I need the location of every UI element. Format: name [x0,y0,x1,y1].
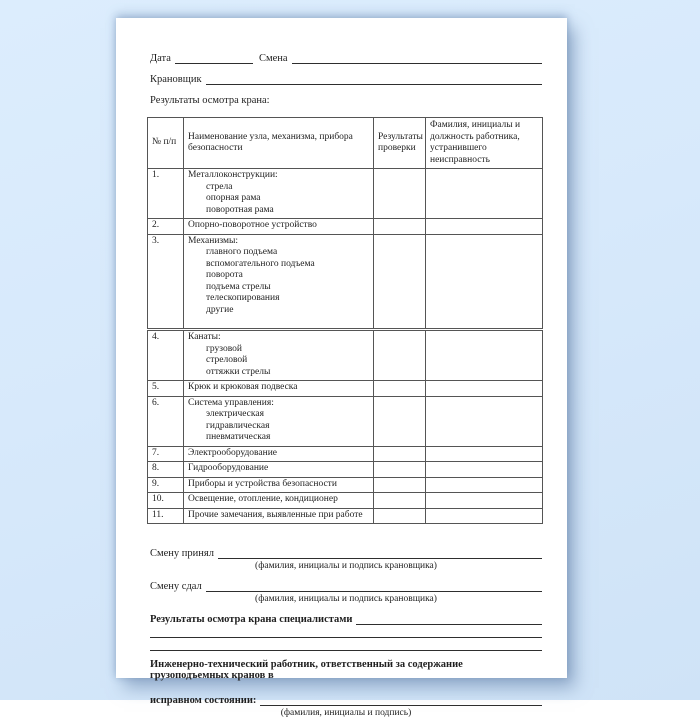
engineer-blank-line [260,695,542,706]
shift-handed-row [150,581,542,592]
row-results-cell [374,169,426,219]
row-results-cell [374,508,426,524]
date-label: Дата [150,53,171,64]
engineer-line1: Инженерно-технический работник, ответственный за содержание грузоподъемных кранов в [150,659,463,681]
row-name-cell [184,219,374,235]
row-number: 7. [148,446,184,462]
row-fixer-cell [426,396,543,446]
row-fixer-cell [426,169,543,219]
table-row [148,477,543,493]
row-fixer-cell [426,508,543,524]
row-name-cell [184,462,374,478]
shift-accepted-row [150,548,542,559]
row-fixer-cell [426,477,543,493]
col-header-name: Наименование узла, механизма, прибора безопасности [184,118,374,169]
row-name-cell [184,446,374,462]
row-name: Освещение, отопление, кондиционер [188,494,338,504]
shift-accepted-blank-line [218,548,542,559]
row-fixer-cell [426,234,543,330]
specialists-label: Результаты осмотра крана специалистами [150,614,353,625]
row-results-cell [374,381,426,397]
row-fixer-cell [426,493,543,509]
row-number: 4. [148,330,184,381]
row-sub-item: поворота [206,270,243,280]
row-fixer-cell [426,446,543,462]
table-row [148,219,543,235]
row-number: 9. [148,477,184,493]
shift-accepted-caption: (фамилия, инициалы и подпись крановщика) [255,561,437,571]
row-sub-item: поворотная рама [206,204,274,215]
row-number: 1. [148,169,184,219]
table-row [148,493,543,509]
row-name-cell [184,381,374,397]
row-name-cell [184,396,374,446]
shift-handed-label: Смену сдал [150,581,202,592]
row-results-cell [374,493,426,509]
row-sub-item: опорная рама [206,193,261,203]
row-results-cell [374,234,426,330]
row-sub-item: другие [206,304,234,315]
specialists-row [150,614,542,625]
col-header-fixer: Фамилия, инициалы и должность работника, устранившего неисправность [426,118,543,169]
row-name-cell [184,234,374,330]
table-row [148,330,543,381]
row-sub-item: пневматическая [206,432,271,442]
row-name: Система управления: [188,397,274,408]
row-name: Механизмы: [188,235,239,246]
row-name-cell [184,508,374,524]
row-results-cell [374,330,426,381]
row-name: Прочие замечания, выявленные при работе [188,509,363,520]
row-name-cell [184,330,374,381]
inspection-results-label: Результаты осмотра крана: [150,95,270,106]
shift-handed-blank-line [206,581,542,592]
date-shift-row [150,53,542,64]
row-results-cell [374,396,426,446]
row-number: 2. [148,219,184,235]
table-row [148,462,543,478]
table-row [148,169,543,219]
row-results-cell [374,462,426,478]
crane-operator-label: Крановщик [150,74,202,85]
row-fixer-cell [426,462,543,478]
row-number: 10. [148,493,184,509]
row-fixer-cell [426,219,543,235]
inspection-table [147,117,543,524]
shift-handed-caption: (фамилия, инициалы и подпись крановщика) [255,594,437,604]
crane-operator-row [150,74,542,85]
inspection-table-body [148,169,543,524]
row-number: 8. [148,462,184,478]
table-header-row [148,118,543,169]
shift-accepted-label: Смену принял [150,548,214,559]
row-sub-item: грузовой [206,343,242,354]
engineer-row [150,695,542,706]
engineer-caption: (фамилия, инициалы и подпись) [280,708,412,718]
specialists-extra-line-2 [150,638,542,651]
row-fixer-cell [426,381,543,397]
row-fixer-cell [426,330,543,381]
row-number: 5. [148,381,184,397]
row-sub-item: оттяжки стрелы [206,366,271,377]
row-sub-item: гидравлическая [206,420,270,431]
col-header-num: № п/п [148,118,184,169]
document-page [116,18,567,718]
row-name-cell [184,493,374,509]
table-row [148,381,543,397]
row-name: Опорно-поворотное устройство [188,220,317,230]
row-sub-item: стрела [206,181,233,192]
row-number: 11. [148,508,184,524]
row-number: 6. [148,396,184,446]
row-sub-item: подъема стрелы [206,281,271,292]
row-spacer [188,316,369,326]
crane-operator-blank-line [206,74,542,85]
row-results-cell [374,477,426,493]
row-results-cell [374,446,426,462]
row-name: Гидрооборудование [188,463,269,473]
table-row [148,234,543,330]
row-name: Крюк и крюковая подвеска [188,382,298,392]
col-header-results: Результаты проверки [374,118,426,169]
shift-label: Смена [258,53,288,64]
engineer-line2-label: исправном состоянии: [150,695,257,706]
row-number: 3. [148,234,184,330]
row-sub-item: вспомогательного подъема [206,258,315,269]
table-row [148,446,543,462]
row-sub-item: телескопирования [206,293,280,303]
row-name-cell [184,169,374,219]
row-name: Электрооборудование [188,447,278,458]
row-name: Металлоконструкции: [188,170,278,180]
row-name: Приборы и устройства безопасности [188,478,337,489]
row-sub-item: стреловой [206,355,248,365]
row-name-cell [184,477,374,493]
table-row [148,508,543,524]
specialists-extra-line-1 [150,625,542,638]
table-row [148,396,543,446]
row-sub-item: главного подъема [206,247,278,257]
shift-blank-line [292,53,542,64]
row-sub-item: электрическая [206,409,264,419]
row-results-cell [374,219,426,235]
row-name: Канаты: [188,332,221,342]
date-blank-line [175,53,253,64]
specialists-blank-line [356,614,542,625]
